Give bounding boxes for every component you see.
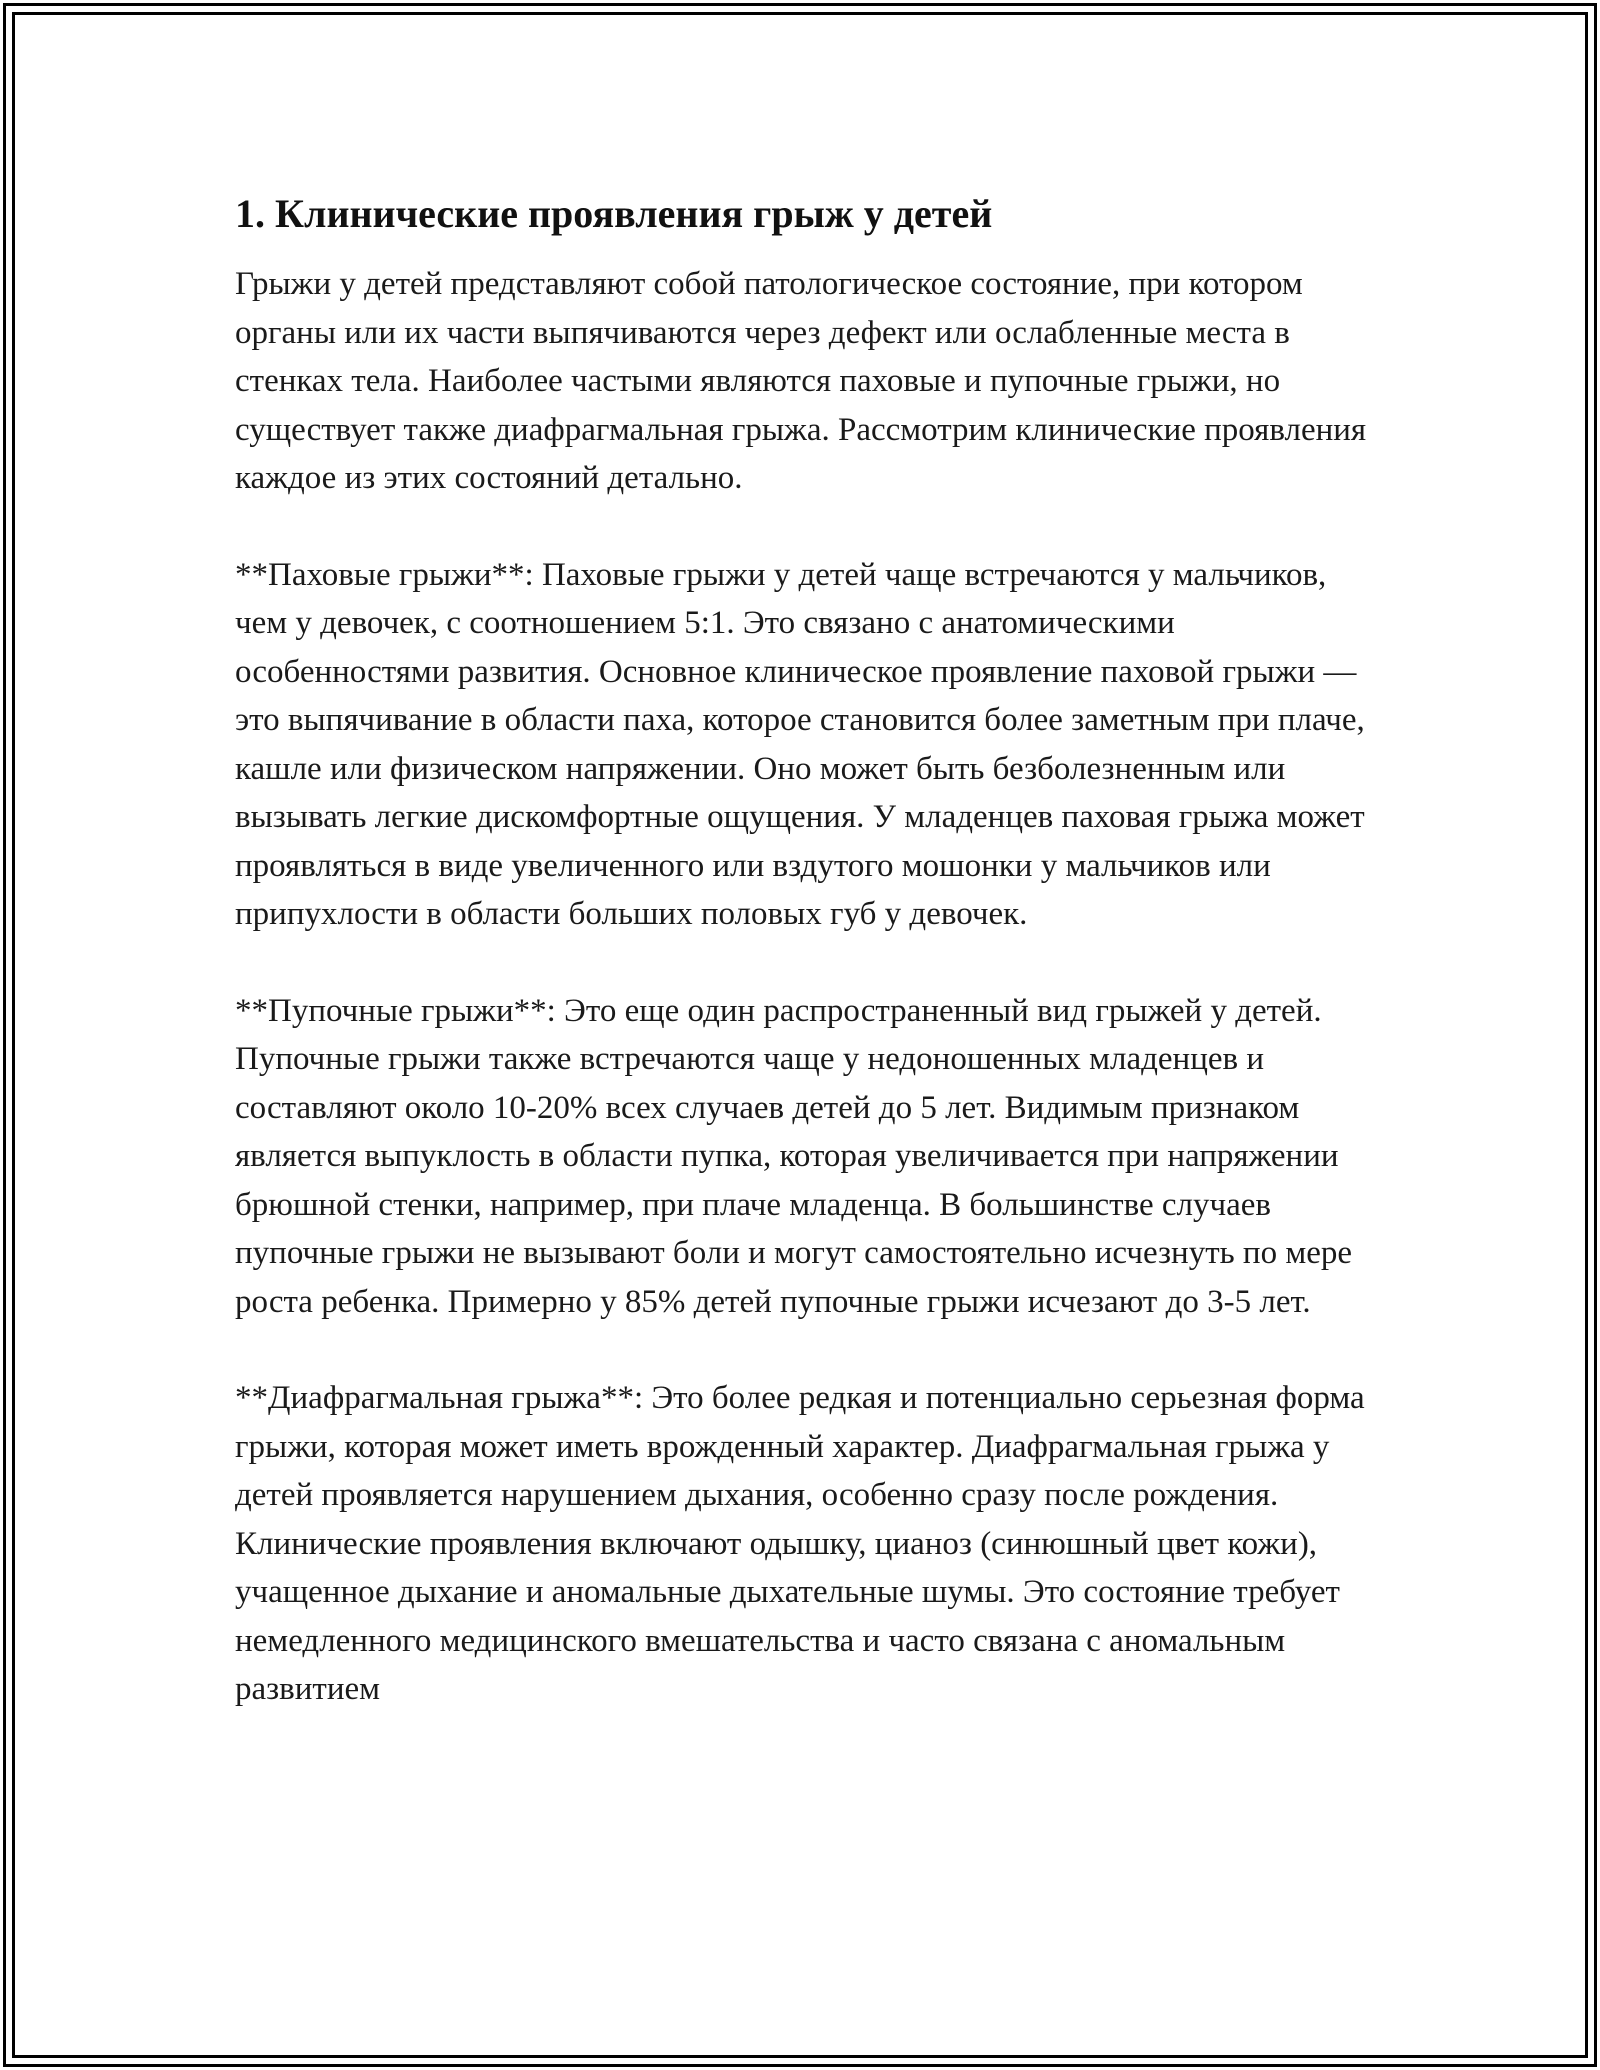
paragraph-diaphragmatic-hernia: **Диафрагмальная грыжа**: Это более редкая и потенциально серьезная форма грыжи, которая может иметь врожденный характер. Диафрагмальная грыжа у детей проявляется нарушением дыхания, особенно сразу после рождения. Клинические проявления включают одышку, цианоз (синюшный цвет кожи), учащенное дыхание и аномальные дыхательные шумы. Это состояние требует немедленного медицинского вмешательства и часто связана с аномальным развитием [235,1380,1365,1707]
document-body [235,188,1370,1714]
section-heading: 1. Клинические проявления грыж у детей [235,191,993,236]
paragraph-umbilical-hernia: **Пупочные грыжи**: Это еще один распространенный вид грыжей у детей. Пупочные грыжи также встречаются чаще у недоношенных младенцев и составляют около 10-20% всех случаев детей до 5 лет. Видимым признаком является выпуклость в области пупка, которая увеличивается при напряжении брюшной стенки, например, при плаче младенца. В большинстве случаев пупочные грыжи не вызывают боли и могут самостоятельно исчезнуть по мере роста ребенка. Примерно у 85% детей пупочные грыжи исчезают до 3-5 лет. [235,992,1353,1320]
paragraph-intro: Грыжи у детей представляют собой патологическое состояние, при котором органы или их части выпячиваются через дефект или ослабленные места в стенках тела. Наиболее частыми являются паховые и пупочные грыжи, но существует также диафрагмальная грыжа. Рассмотрим клинические проявления каждое из этих состояний детально. [235,266,1367,496]
paragraph-inguinal-hernia: **Паховые грыжи**: Паховые грыжи у детей чаще встречаются у мальчиков, чем у девочек, с соотношением 5:1. Это связано с анатомическими особенностями развития. Основное клиническое проявление паховой грыжи — это выпячивание в области паха, которое становится более заметным при плаче, кашле или физическом напряжении. Оно может быть безболезненным или вызывать легкие дискомфортные ощущения. У младенцев паховая грыжа может проявляться в виде увеличенного или вздутого мошонки у мальчиков или припухлости в области больших половых губ у девочек. [235,556,1365,932]
